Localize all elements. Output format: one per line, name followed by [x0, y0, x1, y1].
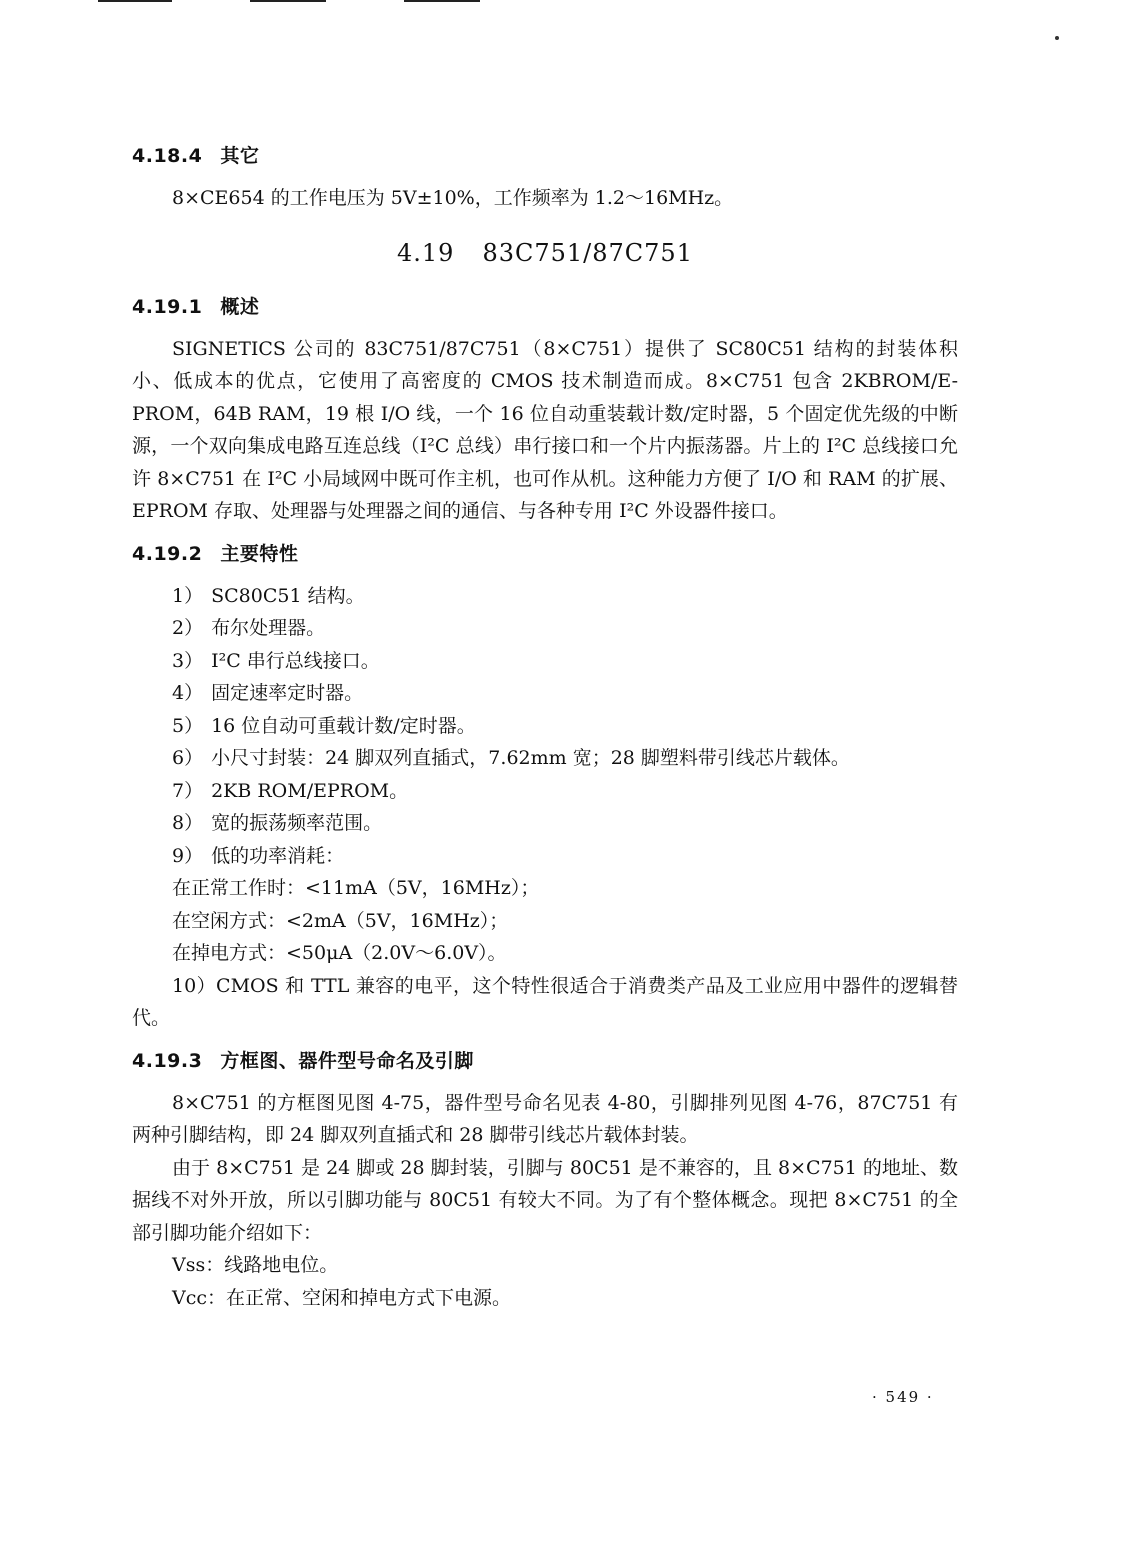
list-item: 7） 2KB ROM/EPROM。 [172, 779, 409, 802]
paragraph-block-diagram: 8×C751 的方框图见图 4-75，器件型号命名见表 4-80，引脚排列见图 4-76，87C751 有两种引脚结构，即 24 脚双列直插式和 28 脚带引线芯片载体封装。 [132, 1091, 958, 1146]
list-item: 3） I²C 串行总线接口。 [172, 649, 380, 672]
section-number: 4.18.4 [132, 145, 203, 167]
section-number: 4.19.1 [132, 295, 203, 318]
scan-speck [1055, 36, 1059, 40]
page-content [132, 140, 958, 1314]
pin-vcc: Vcc：在正常、空闲和掉电方式下电源。 [172, 1286, 512, 1309]
power-line-powerdown: 在掉电方式：<50μA（2.0V～6.0V）。 [172, 942, 507, 964]
section-title: 方框图、器件型号命名及引脚 [220, 1049, 474, 1072]
list-item: 1） SC80C51 结构。 [172, 584, 365, 607]
top-rule-right [404, 0, 480, 2]
paragraph-operating-voltage: 8×CE654 的工作电压为 5V±10%，工作频率为 1.2～16MHz。 [172, 187, 734, 209]
section-number: 4.19.3 [132, 1049, 203, 1072]
top-rule-left [98, 0, 172, 2]
top-rule-middle [250, 0, 326, 2]
list-item: 9） 低的功率消耗： [172, 844, 345, 867]
list-item: 8） 宽的振荡频率范围。 [172, 812, 383, 834]
list-item: 6） 小尺寸封装：24 脚双列直插式，7.62mm 宽；28 脚塑料带引线芯片载体。 [172, 747, 850, 769]
list-item: 4） 固定速率定时器。 [172, 682, 364, 704]
section-title: 概述 [220, 295, 260, 318]
power-line-idle: 在空闲方式：<2mA（5V，16MHz）； [172, 909, 509, 932]
section-title: 主要特性 [220, 542, 299, 565]
list-item: 2） 布尔处理器。 [172, 617, 326, 639]
section-heading-4-19-1 [132, 291, 958, 323]
section-number: 4.19.2 [132, 542, 203, 565]
list-item-10: 10）CMOS 和 TTL 兼容的电平，这个特性很适合于消费类产品及工业应用中器件的逻辑替代。 [132, 974, 958, 1029]
pin-vss: Vss：线路地电位。 [172, 1254, 339, 1276]
section-heading-4-19-2 [132, 538, 958, 570]
paragraph-pin-functions: 由于 8×C751 是 24 脚或 28 脚封装，引脚与 80C51 是不兼容的，且 8×C751 的地址、数据线不对外开放，所以引脚功能与 80C51 有较大不同。为了有个整体概念。现把 8×C751 的全部引脚功能介绍如下： [132, 1156, 958, 1244]
section-title: 其它 [220, 145, 260, 167]
page-number: · 549 · [872, 1388, 934, 1406]
chapter-heading-4-19 [132, 233, 958, 273]
section-heading-4-19-3 [132, 1045, 958, 1077]
list-item: 5） 16 位自动可重载计数/定时器。 [172, 714, 476, 737]
chapter-title: 83C751/87C751 [482, 238, 693, 267]
chapter-number: 4.19 [397, 238, 455, 267]
paragraph-overview: SIGNETICS 公司的 83C751/87C751（8×C751）提供了 SC80C51 结构的封装体积小、低成本的优点，它使用了高密度的 CMOS 技术制造而成。8×C751 包含 2KBROM/E-PROM，64B RAM，19 根 I/O 线，一个 16 位自动重装载计数/定时器，5 个固定优先级的中断源，一个双向集成电路互连总线（I²C 总线）串行接口和一个片内振荡器。片上的 I²C 总线接口允许 8×C751 在 I²C 小局域网中既可作主机，也可作从机。这种能力方便了 I/O 和 RAM 的扩展、EPROM 存取、处理器与处理器之间的通信、与各种专用 I²C 外设器件接口。 [132, 337, 958, 522]
section-heading-4-18-4 [132, 140, 958, 172]
power-line-normal: 在正常工作时：<11mA（5V，16MHz）； [172, 877, 540, 899]
